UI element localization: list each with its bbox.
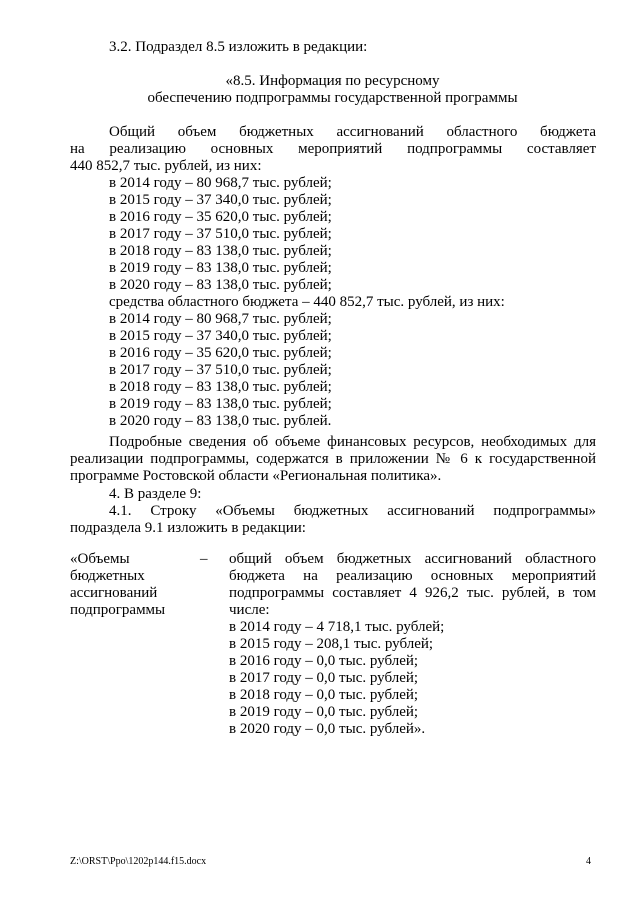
para1-line-1: Общий объем бюджетных ассигнований областного бюджета [109, 124, 596, 140]
table-year-2014: в 2014 году – 4 718,1 тыс. рублей; [229, 619, 445, 635]
year-total-2020: в 2020 году – 83 138,0 тыс. рублей; [109, 277, 332, 293]
year-regional-2020: в 2020 году – 83 138,0 тыс. рублей. [109, 413, 332, 429]
year-regional-2017: в 2017 году – 37 510,0 тыс. рублей; [109, 362, 332, 378]
year-total-2019: в 2019 году – 83 138,0 тыс. рублей; [109, 260, 332, 276]
para2-line-1: Подробные сведения об объеме финансовых ресурсов, необходимых для [109, 434, 596, 450]
para1-line-3: 440 852,7 тыс. рублей, из них: [70, 158, 262, 174]
page-number: 4 [586, 856, 591, 867]
table-value-line: бюджета на реализацию основных мероприятий [229, 568, 596, 584]
table-row-label [70, 551, 210, 619]
table-label-line: бюджетных [70, 568, 145, 584]
regional-budget-line: средства областного бюджета – 440 852,7 тыс. рублей, из них: [109, 294, 505, 310]
table-row-value [229, 551, 596, 738]
table-year-2018: в 2018 году – 0,0 тыс. рублей; [229, 687, 419, 703]
year-regional-2019: в 2019 году – 83 138,0 тыс. рублей; [109, 396, 332, 412]
year-regional-2018: в 2018 году – 83 138,0 тыс. рублей; [109, 379, 332, 395]
footer-file-path: Z:\ORST\Ppo\1202p144.f15.docx [70, 856, 207, 867]
section-4-heading: 4. В разделе 9: [109, 486, 202, 502]
year-total-2014: в 2014 году – 80 968,7 тыс. рублей; [109, 175, 332, 191]
table-year-2016: в 2016 году – 0,0 тыс. рублей; [229, 653, 419, 669]
para2-line-2: реализации подпрограммы, содержатся в приложении № 6 к государственной [70, 451, 596, 467]
table-year-2019: в 2019 году – 0,0 тыс. рублей; [229, 704, 419, 720]
year-regional-2016: в 2016 году – 35 620,0 тыс. рублей; [109, 345, 332, 361]
year-total-2017: в 2017 году – 37 510,0 тыс. рублей; [109, 226, 332, 242]
table-year-2020: в 2020 году – 0,0 тыс. рублей». [229, 721, 426, 737]
para41-line-2: подраздела 9.1 изложить в редакции: [70, 520, 306, 536]
table-dash: – [200, 551, 208, 567]
table-year-2015: в 2015 году – 208,1 тыс. рублей; [229, 636, 434, 652]
table-value-line: общий объем бюджетных ассигнований областного [229, 551, 596, 567]
year-regional-2014: в 2014 году – 80 968,7 тыс. рублей; [109, 311, 332, 327]
year-regional-2015: в 2015 году – 37 340,0 тыс. рублей; [109, 328, 332, 344]
table-label-line: ассигнований [70, 585, 158, 601]
table-label-line: подпрограммы [70, 602, 166, 618]
heading-line-2: обеспечению подпрограммы государственной программы [147, 90, 518, 106]
para41-line-1: 4.1. Строку «Объемы бюджетных ассигнований подпрограммы» [109, 503, 596, 519]
year-total-2016: в 2016 году – 35 620,0 тыс. рублей; [109, 209, 332, 225]
para2-line-3: программе Ростовской области «Региональная политика». [70, 468, 442, 484]
year-total-2015: в 2015 году – 37 340,0 тыс. рублей; [109, 192, 332, 208]
heading-line-1: «8.5. Информация по ресурсному [225, 73, 440, 89]
section-intro: 3.2. Подраздел 8.5 изложить в редакции: [109, 39, 368, 55]
table-value-line: числе: [229, 602, 270, 618]
table-year-2017: в 2017 году – 0,0 тыс. рублей; [229, 670, 419, 686]
para1-line-2: на реализацию основных мероприятий подпрограммы составляет [70, 141, 596, 157]
year-total-2018: в 2018 году – 83 138,0 тыс. рублей; [109, 243, 332, 259]
table-label-line: «Объемы [70, 551, 130, 567]
table-value-line: подпрограммы составляет 4 926,2 тыс. рублей, в том [229, 585, 596, 601]
